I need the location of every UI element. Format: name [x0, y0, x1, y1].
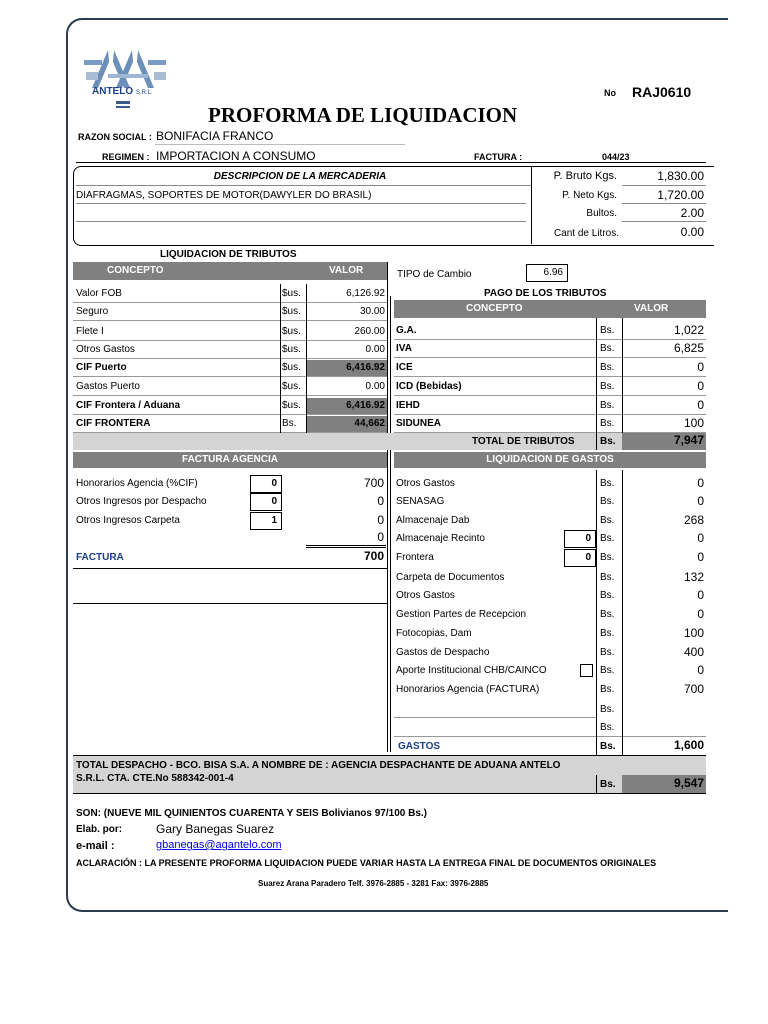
liq-row-line [73, 302, 387, 303]
elab-label: Elab. por: [76, 824, 123, 835]
logo-suffix: S.R.L. [136, 90, 153, 96]
gastos-row-currency: Bs. [600, 704, 615, 715]
factura-label: FACTURA : [474, 152, 523, 162]
company-logo [78, 46, 174, 110]
total-despacho-cur: Bs. [600, 779, 616, 790]
gastos-row-currency: Bs. [600, 609, 615, 620]
liq-row-currency: $us. [282, 381, 301, 392]
gastos-row-label: Aporte Institucional CHB/CAINCO [396, 665, 547, 676]
gastos-row-label: Fotocopias, Dam [396, 628, 472, 639]
liq-row-label: Valor FOB [76, 288, 122, 299]
trib-row-currency: Bs. [600, 343, 615, 354]
trib-row-line [394, 376, 706, 377]
gastos-row-currency: Bs. [600, 684, 615, 695]
liq-row-value: 0.00 [365, 381, 385, 392]
trib-row-currency: Bs. [600, 400, 615, 411]
tributos-header: CONCEPTO VALOR [394, 300, 706, 318]
regimen-label: REGIMEN : [102, 152, 150, 162]
liq-row-line [73, 358, 387, 359]
gastos-row-label: Otros Gastos [396, 590, 455, 601]
agencia-row-label: Otros Ingresos por Despacho [76, 496, 207, 507]
gastos-row-label: Frontera [396, 552, 434, 563]
gastos-row-label: Almacenaje Dab [396, 515, 470, 526]
liq-row-line [73, 340, 387, 341]
trib-row-currency: Bs. [600, 325, 615, 336]
gastos-row-value: 268 [683, 513, 704, 527]
agencia-row-label: Honorarios Agencia (%CIF) [76, 478, 198, 489]
liq-row-line [73, 376, 387, 377]
gastos-row-label: Almacenaje Recinto [396, 533, 485, 544]
pneto-value: 1,720.00 [657, 188, 704, 202]
elab-value: Gary Banegas Suarez [156, 822, 275, 836]
tipo-cambio-box: 6.96 [526, 264, 568, 282]
checkbox-icon [580, 664, 593, 677]
agencia-factura-label: FACTURA [76, 552, 124, 563]
liq-row-currency: $us. [282, 362, 301, 373]
liq-row-line [73, 395, 387, 396]
gastos-row-value: 0 [697, 531, 704, 545]
regimen-value: IMPORTACION A CONSUMO [156, 149, 316, 163]
email-label: e-mail : [76, 840, 115, 852]
gastos-row-box [564, 530, 596, 548]
total-tributos-value: 7,947 [673, 433, 704, 447]
total-despacho-line1: TOTAL DESPACHO - BCO. BISA S.A. A NOMBRE DE : AGENCIA DESPACHANTE DE ADUANA ANTELO [76, 760, 561, 771]
liq-row-currency: $us. [282, 326, 301, 337]
gastos-total-value: 1,600 [673, 738, 704, 752]
agencia-subtotal: 0 [377, 530, 384, 544]
razon-label: RAZON SOCIAL : [78, 132, 152, 142]
gastos-row-currency: Bs. [600, 628, 615, 639]
litros-value: 0.00 [680, 225, 704, 239]
liquidacion-header: CONCEPTO VALOR [73, 262, 387, 280]
gastos-row-label: Gastos de Despacho [396, 647, 490, 658]
trib-row-line [394, 357, 706, 358]
agencia-row-box-value: 1 [271, 515, 277, 526]
liq-row-currency: $us. [282, 400, 301, 411]
agencia-header: FACTURA AGENCIA [73, 452, 387, 468]
liquidacion-title: LIQUIDACION DE TRIBUTOS [160, 249, 297, 260]
total-despacho-value: 9,547 [673, 776, 704, 790]
trib-row-label: IVA [396, 343, 412, 354]
page-title: PROFORMA DE LIQUIDACION [208, 103, 518, 127]
gastos-row-currency: Bs. [600, 665, 615, 676]
gastos-row-currency: Bs. [600, 478, 615, 489]
total-tributos-cur: Bs. [600, 436, 616, 447]
trib-row-label: SIDUNEA [396, 418, 442, 429]
gastos-row-label: Otros Gastos [396, 478, 455, 489]
gastos-row-currency: Bs. [600, 590, 615, 601]
agencia-row-box-value: 0 [271, 496, 277, 507]
gastos-row-value: 0 [697, 476, 704, 490]
gastos-row-currency: Bs. [600, 496, 615, 507]
mercaderia-description: DIAFRAGMAS, SOPORTES DE MOTOR(DAWYLER DO BRASIL) [76, 190, 372, 201]
proforma-number: RAJ0610 [632, 84, 692, 100]
gastos-row-value: 0 [697, 588, 704, 602]
liq-row-label: Seguro [76, 306, 109, 317]
liq-row-label: CIF FRONTERA [76, 418, 151, 429]
gastos-row-box [564, 549, 596, 567]
liq-row-label: Flete I [76, 326, 104, 337]
gastos-row-value: 0 [697, 607, 704, 621]
trib-row-value: 100 [683, 416, 704, 430]
liq-col-divider [306, 284, 307, 433]
liq-row-value: 260.00 [354, 326, 385, 337]
bultos-value: 2.00 [680, 206, 704, 220]
bultos-label: Bultos. [586, 208, 617, 219]
tributos-title: PAGO DE LOS TRIBUTOS [484, 288, 607, 299]
trib-row-line [394, 414, 706, 415]
liq-row-label: Otros Gastos [76, 344, 135, 355]
gastos-total-cur: Bs. [600, 741, 616, 752]
gastos-row-label: Gestion Partes de Recepcion [396, 609, 527, 620]
trib-row-currency: Bs. [600, 418, 615, 429]
gastos-total-label: GASTOS [398, 741, 441, 752]
agencia-row-box [250, 475, 282, 493]
gastos-row-value: 0 [697, 494, 704, 508]
logo-brand: ANTELO [92, 86, 134, 97]
gastos-row-currency: Bs. [600, 515, 615, 526]
pbruto-label: P. Bruto Kgs. [553, 170, 617, 182]
liq-row-line [73, 320, 387, 321]
trib-row-value: 0 [697, 398, 704, 412]
trib-row-currency: Bs. [600, 381, 615, 392]
litros-label: Cant de Litros. [553, 228, 619, 239]
total-despacho-line2: S.R.L. CTA. CTE.No 588342-001-4 [76, 773, 234, 784]
gastos-row-box-value: 0 [585, 533, 591, 544]
trib-row-label: ICD (Bebidas) [396, 381, 462, 392]
gastos-row-label: SENASAG [396, 496, 445, 507]
liq-row-line [73, 414, 387, 415]
gastos-row-value: 700 [683, 682, 704, 696]
total-tributos-label: TOTAL DE TRIBUTOS [472, 436, 575, 447]
trib-row-line [394, 339, 706, 340]
agencia-row-box-value: 0 [271, 478, 277, 489]
trib-row-value: 1,022 [673, 323, 704, 337]
email-link[interactable]: gbanegas@agantelo.com [156, 839, 282, 851]
pbruto-value: 1,830.00 [657, 169, 704, 183]
liq-row-label: CIF Puerto [76, 362, 127, 373]
gastos-row-currency: Bs. [600, 722, 615, 733]
trib-row-value: 6,825 [673, 341, 704, 355]
mercaderia-header: DESCRIPCION DE LA MERCADERIA [213, 171, 387, 182]
liq-row-value: 6,126.92 [346, 288, 385, 299]
son-text: SON: (NUEVE MIL QUINIENTOS CUARENTA Y SEIS Bolivianos 97/100 Bs.) [76, 808, 428, 819]
address-text: Suarez Arana Paradero Telf. 3976-2885 - 3281 Fax: 3976-2885 [258, 879, 489, 888]
trib-row-value: 0 [697, 379, 704, 393]
liq-row-label: Gastos Puerto [76, 381, 140, 392]
trib-row-currency: Bs. [600, 362, 615, 373]
agencia-factura-value: 700 [363, 549, 384, 563]
liq-row-currency: $us. [282, 288, 301, 299]
liq-row-value: 0.00 [365, 344, 385, 355]
gastos-row-currency: Bs. [600, 552, 615, 563]
trib-row-value: 0 [697, 360, 704, 374]
liq-row-value: 30.00 [359, 306, 385, 317]
gastos-row-currency: Bs. [600, 647, 615, 658]
gastos-row-value: 400 [683, 645, 704, 659]
agencia-row-value: 0 [377, 494, 384, 508]
liq-row-label: CIF Frontera / Aduana [76, 400, 181, 411]
liq-row-currency: Bs. [282, 418, 297, 429]
liq-row-value: 6,416.92 [346, 362, 385, 373]
liq-row-currency: $us. [282, 344, 301, 355]
trib-col-divider [622, 318, 623, 433]
gastos-header: LIQUIDACION DE GASTOS [394, 452, 706, 468]
razon-value: BONIFACIA FRANCO [156, 129, 274, 143]
trib-row-label: G.A. [396, 325, 417, 336]
agencia-row-label: Otros Ingresos Carpeta [76, 515, 180, 526]
trib-row-line [394, 395, 706, 396]
agencia-row-box [250, 493, 282, 511]
agencia-row-box [250, 512, 282, 530]
gastos-row-box-value: 0 [585, 552, 591, 563]
trib-row-label: ICE [396, 362, 413, 373]
trib-row-label: IEHD [396, 400, 420, 411]
agencia-row-value: 700 [363, 476, 384, 490]
gastos-row-label: Honorarios Agencia (FACTURA) [396, 684, 540, 695]
factura-value: 044/23 [602, 152, 630, 162]
liq-row-value: 44,662 [354, 418, 385, 429]
gastos-row-label: Carpeta de Documentos [396, 572, 505, 583]
agencia-row-value: 0 [377, 513, 384, 527]
tipo-cambio-label: TIPO de Cambio [397, 269, 472, 280]
gastos-row-value: 132 [683, 570, 704, 584]
gastos-row-line [394, 736, 706, 737]
liq-row-currency: $us. [282, 306, 301, 317]
gastos-row-currency: Bs. [600, 533, 615, 544]
liq-col-divider [280, 284, 281, 433]
gastos-row-value: 0 [697, 663, 704, 677]
gastos-row-value: 0 [697, 550, 704, 564]
gastos-row-line [394, 717, 596, 718]
trib-col-divider [596, 318, 597, 433]
liq-row-value: 6,416.92 [346, 400, 385, 411]
aclaracion-text: ACLARACIÓN : LA PRESENTE PROFORMA LIQUIDACION PUEDE VARIAR HASTA LA ENTREGA FINAL DE DOCUMENTOS ORIGINALES [76, 858, 657, 868]
gastos-row-value: 100 [683, 626, 704, 640]
number-label: No [604, 88, 616, 98]
gastos-row-currency: Bs. [600, 572, 615, 583]
pneto-label: P. Neto Kgs. [562, 190, 617, 201]
